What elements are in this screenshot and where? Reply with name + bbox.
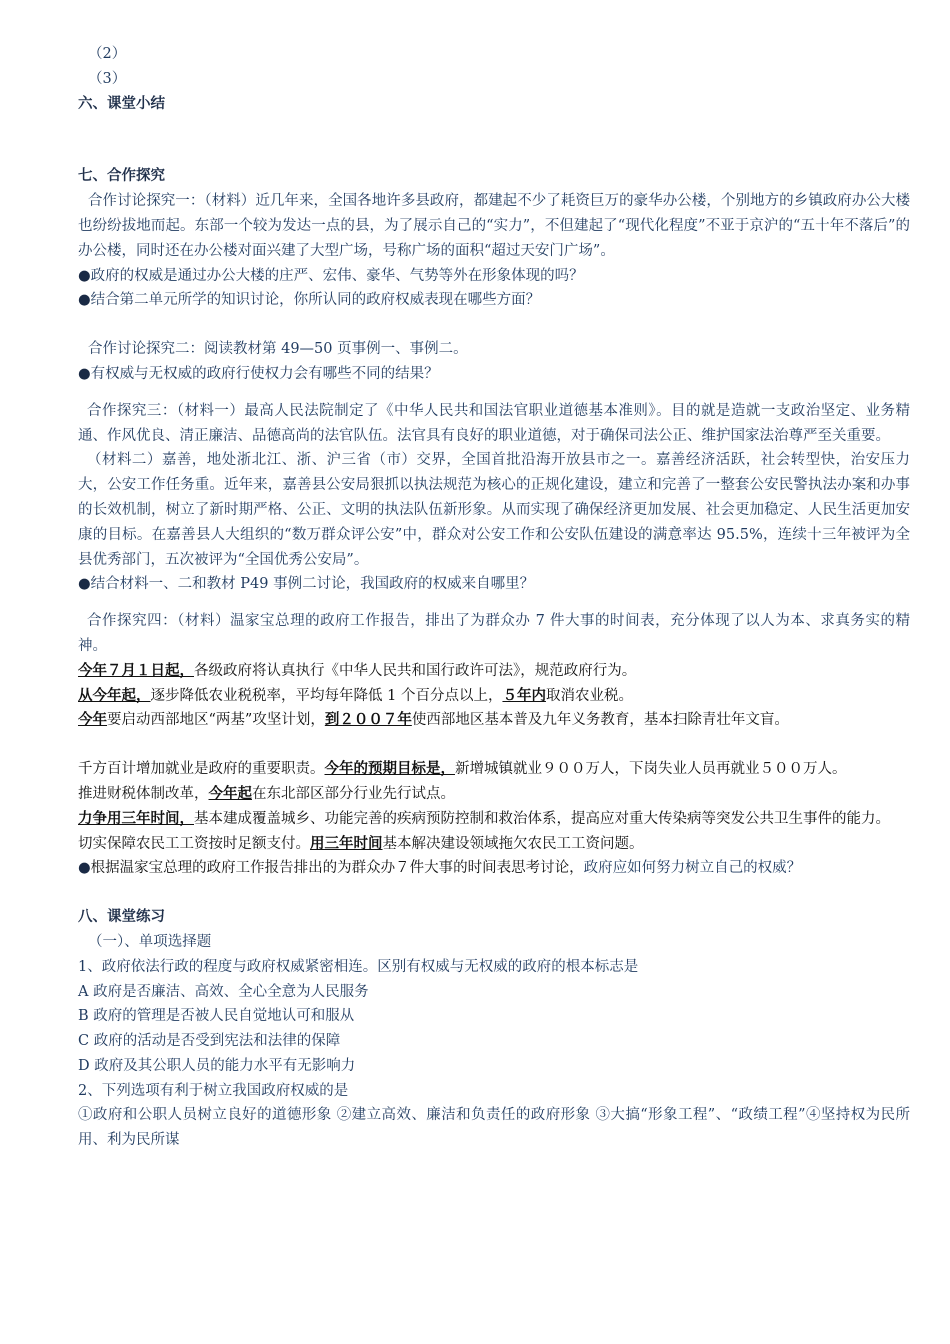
exercise-question-2: 2、下列选项有利于树立我国政府权威的是 <box>78 1082 349 1099</box>
item-text: 各级政府将认真执行《中华人民共和国行政许可法》，规范政府行为。 <box>194 662 637 679</box>
emphasis-text: 今年起 <box>208 785 252 802</box>
explore-4-item-7 <box>78 832 910 857</box>
explore-3-material-1: 合作探究三：（材料一）最高人民法院制定了《中华人民共和国法官职业道德基本准则》。目的就是造就一支政治坚定、业务精通、作风优良、清正廉洁、品德高尚的法官队伍。法官具有良好的职业道德，对于确保司法公正、维护国家法治尊严至关重要。 <box>78 402 910 444</box>
section-6-title: 六、课堂小结 <box>78 95 165 112</box>
bullet-icon: ● <box>78 364 91 382</box>
list-item-3: （3） <box>88 70 127 87</box>
explore-4-question-1 <box>78 856 910 881</box>
item-text: 基本解决建设领域拖欠农民工工资问题。 <box>382 835 644 852</box>
question-text: 根据温家宝总理的政府工作报告排出的为群众办７件大事的时间表思考讨论， <box>90 860 584 877</box>
explore-4-item-6 <box>78 807 910 832</box>
explore-4-item-5 <box>78 782 910 807</box>
item-text: 切实保障农民工工资按时足额支付。 <box>78 835 310 852</box>
item-text: 取消农业税。 <box>545 687 633 704</box>
exercise-option-d: D 政府及其公职人员的能力水平有无影响力 <box>78 1057 356 1074</box>
explore-3-material-2: （材料二）嘉善，地处浙北江、浙、沪三省（市）交界，全国首批沿海开放县市之一。嘉善经济活跃，社会转型快，治安压力大，公安工作任务重。近年来，嘉善县公安局狠抓以执法规范为核心的正规化建设，建立和完善了一整套公安民警执法办案和办事的长效机制，树立了新时期严格、公正、文明的执法队伍新形象。从而实现了确保经济更加发展、社会更加稳定、人民生活更加安康的目标。在嘉善县人大组织的“数万群众评公安”中，群众对公安工作和公安队伍建设的满意率达 95.5%，连续十三年被评为全县优秀部门，五次被评为“全国优秀公安局”。 <box>78 452 910 568</box>
item-text: 基本建成覆盖城乡、功能完善的疾病预防控制和救治体系，提高应对重大传染病等突发公共卫生事件的能力。 <box>194 810 890 827</box>
question-text: 政府的权威是通过办公大楼的庄严、宏伟、豪华、气势等外在形象体现的吗？ <box>90 267 584 284</box>
explore-3-question-1 <box>78 572 910 597</box>
emphasis-text: 用三年时间 <box>310 835 383 852</box>
question-text: 结合第二单元所学的知识讨论，你所认同的政府权威表现在哪些方面？ <box>90 292 541 309</box>
question-text: 结合材料一、二和教材 P49 事例二讨论，我国政府的权威来自哪里？ <box>90 576 535 593</box>
explore-4-item-2 <box>78 684 910 709</box>
bullet-icon: ● <box>78 859 91 877</box>
section-8-subtitle: （一）、单项选择题 <box>88 933 212 950</box>
item-text: 新增城镇就业９００万人，下岗失业人员再就业５００万人。 <box>455 761 847 778</box>
emphasis-text: 今年的预期目标是， <box>324 761 455 778</box>
explore-2-question-1 <box>78 362 910 387</box>
explore-1-material: 合作讨论探究一：（材料）近几年来，全国各地许多县政府，都建起不少了耗资巨万的豪华办公楼，个别地方的乡镇政府办公大楼也纷纷拔地而起。东部一个较为发达一点的县，为了展示自己的“实力”，不但建起了“现代化程度”不亚于京沪的“五十年不落后”的办公楼，同时还在办公楼对面兴建了大型广场，号称广场的面积“超过天安门广场”。 <box>78 193 910 259</box>
emphasis-text: 到２００７年 <box>324 712 412 729</box>
exercise-option-c: C 政府的活动是否受到宪法和法律的保障 <box>78 1033 341 1050</box>
item-text: 千方百计增加就业是政府的重要职责。 <box>78 761 325 778</box>
list-item-2: （2） <box>88 46 127 62</box>
exercise-question-2-statements: ①政府和公职人员树立良好的道德形象 ②建立高效、廉洁和负责任的政府形象 ③大搞“形象工程”、“政绩工程”④坚持权为民所用、利为民所谋 <box>78 1107 910 1149</box>
explore-1-question-1 <box>78 264 910 289</box>
item-text: 逐步降低农业税税率，平均每年降低 1 个百分点以上， <box>150 687 503 704</box>
bullet-icon: ● <box>78 266 91 284</box>
question-text: 政府应如何努力树立自己的权威？ <box>583 860 802 877</box>
explore-4-item-1 <box>78 659 910 684</box>
emphasis-text: 今年 <box>78 712 107 729</box>
question-text: 有权威与无权威的政府行使权力会有哪些不同的结果？ <box>90 365 439 382</box>
emphasis-text: 今年７月１日起， <box>78 662 194 679</box>
section-7-title: 七、合作探究 <box>78 168 165 185</box>
bullet-icon: ● <box>78 291 91 309</box>
explore-1-question-2 <box>78 288 910 313</box>
section-8-title: 八、课堂练习 <box>78 909 165 926</box>
exercise-option-b: B 政府的管理是否被人民自觉地认可和服从 <box>78 1008 355 1025</box>
explore-4-intro: 合作探究四：（材料）温家宝总理的政府工作报告，排出了为群众办 7 件大事的时间表，充分体现了以人为本、求真务实的精神。 <box>78 613 910 654</box>
emphasis-text: 从今年起， <box>78 687 151 704</box>
item-text: 推进财税体制改革， <box>78 785 209 802</box>
bullet-icon: ● <box>78 575 91 593</box>
item-text: 要启动西部地区“两基”攻坚计划， <box>107 712 325 729</box>
explore-2-text: 合作讨论探究二：阅读教材第 49—50 页事例一、事例二。 <box>88 341 468 358</box>
exercise-question-1: 1、政府依法行政的程度与政府权威紧密相连。区别有权威与无权威的政府的根本标志是 <box>78 958 639 975</box>
document-page <box>78 42 910 1153</box>
emphasis-text: ５年内 <box>502 687 546 704</box>
explore-4-item-4 <box>78 757 910 782</box>
item-text: 使西部地区基本普及九年义务教育，基本扫除青壮年文盲。 <box>411 712 789 729</box>
emphasis-text: 力争用三年时间， <box>78 810 194 827</box>
exercise-option-a: A 政府是否廉洁、高效、全心全意为人民服务 <box>78 983 369 1000</box>
explore-4-item-3 <box>78 708 910 733</box>
item-text: 在东北部区部分行业先行试点。 <box>252 785 455 802</box>
